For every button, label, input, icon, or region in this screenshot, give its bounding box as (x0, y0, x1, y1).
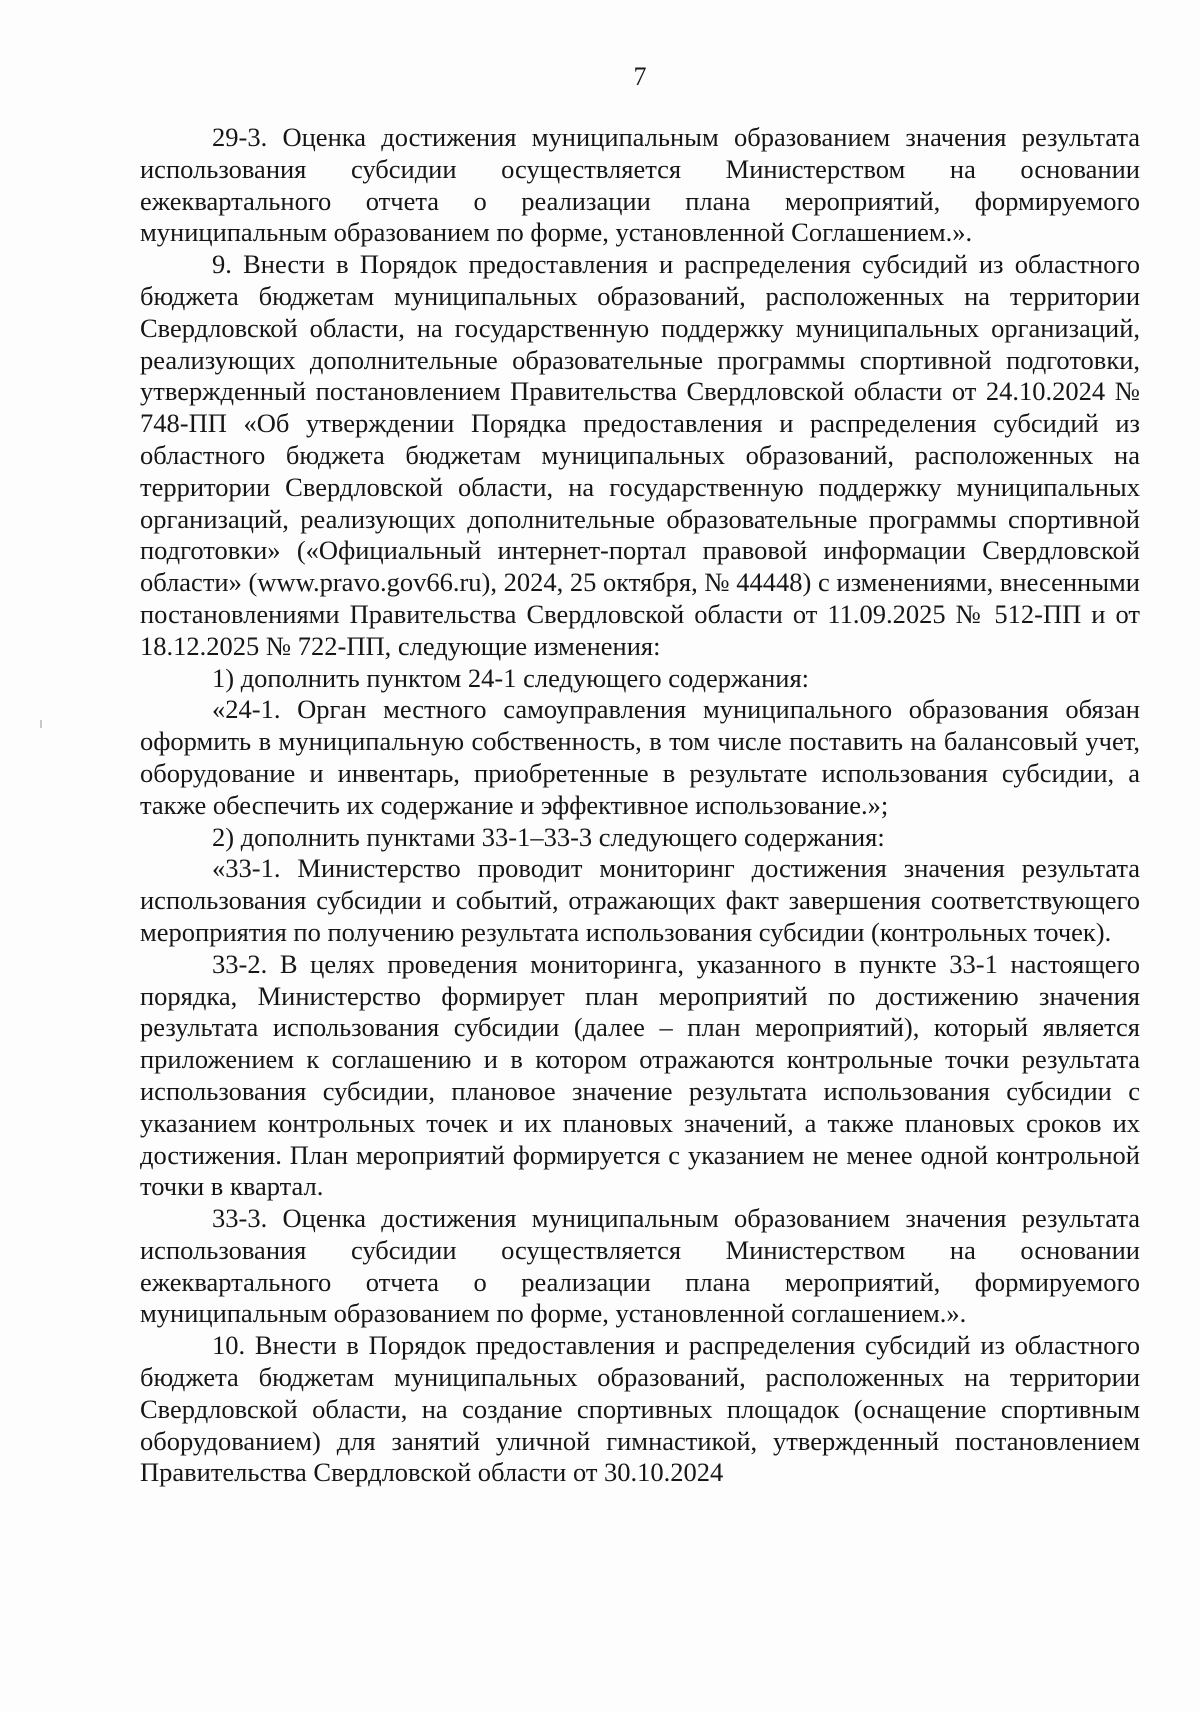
margin-mark (40, 720, 42, 728)
page-number: 7 (633, 62, 647, 91)
paragraph-33-1: «33-1. Министерство проводит мониторинг достижения значения результата использования субсидии и событий, отражающих факт завершения соответствующего мероприятия по получению результата использования субсидии (контрольных точек). (140, 853, 1140, 947)
paragraph-item-10: 10. Внести в Порядок предоставления и распределения субсидий из областного бюджета бюджетам муниципальных образований, расположенных на территории Свердловской области, на создание спортивных площадок (оснащение спортивным оборудованием) для занятий уличной гимнастикой, утвержденный постановлением Правительства Свердловской области от 30.10.2024 (140, 1330, 1140, 1488)
paragraph-29-3: 29-3. Оценка достижения муниципальным образованием значения результата использования субсидии осуществляется Министерством на основании ежеквартального отчета о реализации плана мероприятий, формируемого муниципальным образованием по форме, установленной Соглашением.». (140, 122, 1140, 248)
paragraph-24-1: «24-1. Орган местного самоуправления муниципального образования обязан оформить в муниципальную собственность, в том числе поставить на балансовый учет, оборудование и инвентарь, приобретенные в результате использования субсидии, а также обеспечить их содержание и эффективное использование.»; (140, 694, 1140, 820)
paragraph-item-9: 9. Внести в Порядок предоставления и распределения субсидий из областного бюджета бюджетам муниципальных образований, расположенных на территории Свердловской области, на государственную поддержку муниципальных организаций, реализующих дополнительные образовательные программы спортивной подготовки, утвержденный постановлением Правительства Свердловской области от 24.10.2024 № 748-ПП «Об утверждении Порядка предоставления и распределения субсидий из областного бюджета бюджетам муниципальных образований, расположенных на территории Свердловской области, на государственную поддержку муниципальных организаций, реализующих дополнительные образовательные программы спортивной подготовки» («Официальный интернет-портал правовой информации Свердловской области» (www.pravo.gov66.ru), 2024, 25 октября, № 44448) с изменениями, внесенными постановлениями Правительства Свердловской области от 11.09.2025 № 512-ПП и от 18.12.2025 № 722-ПП, следующие изменения: (140, 249, 1140, 661)
paragraph-subitem-2: 2) дополнить пунктами 33-1–33-3 следующего содержания: (212, 821, 885, 852)
paragraph-33-2: 33-2. В целях проведения мониторинга, указанного в пункте 33-1 настоящего порядка, Министерство формирует план мероприятий по достижению значения результата использования субсидии (далее – план мероприятий), который является приложением к соглашению и в котором отражаются контрольные точки результата использования субсидии, плановое значение результата использования субсидии с указанием контрольных точек и их плановых значений, а также плановых сроков их достижения. План мероприятий формируется с указанием не менее одной контрольной точки в квартал. (140, 948, 1140, 1202)
paragraph-33-3: 33-3. Оценка достижения муниципальным образованием значения результата использования субсидии осуществляется Министерством на основании ежеквартального отчета о реализации плана мероприятий, формируемого муниципальным образованием по форме, установленной соглашением.». (140, 1203, 1140, 1329)
document-body (140, 122, 1140, 1489)
paragraph-subitem-1: 1) дополнить пунктом 24-1 следующего содержания: (212, 662, 810, 693)
